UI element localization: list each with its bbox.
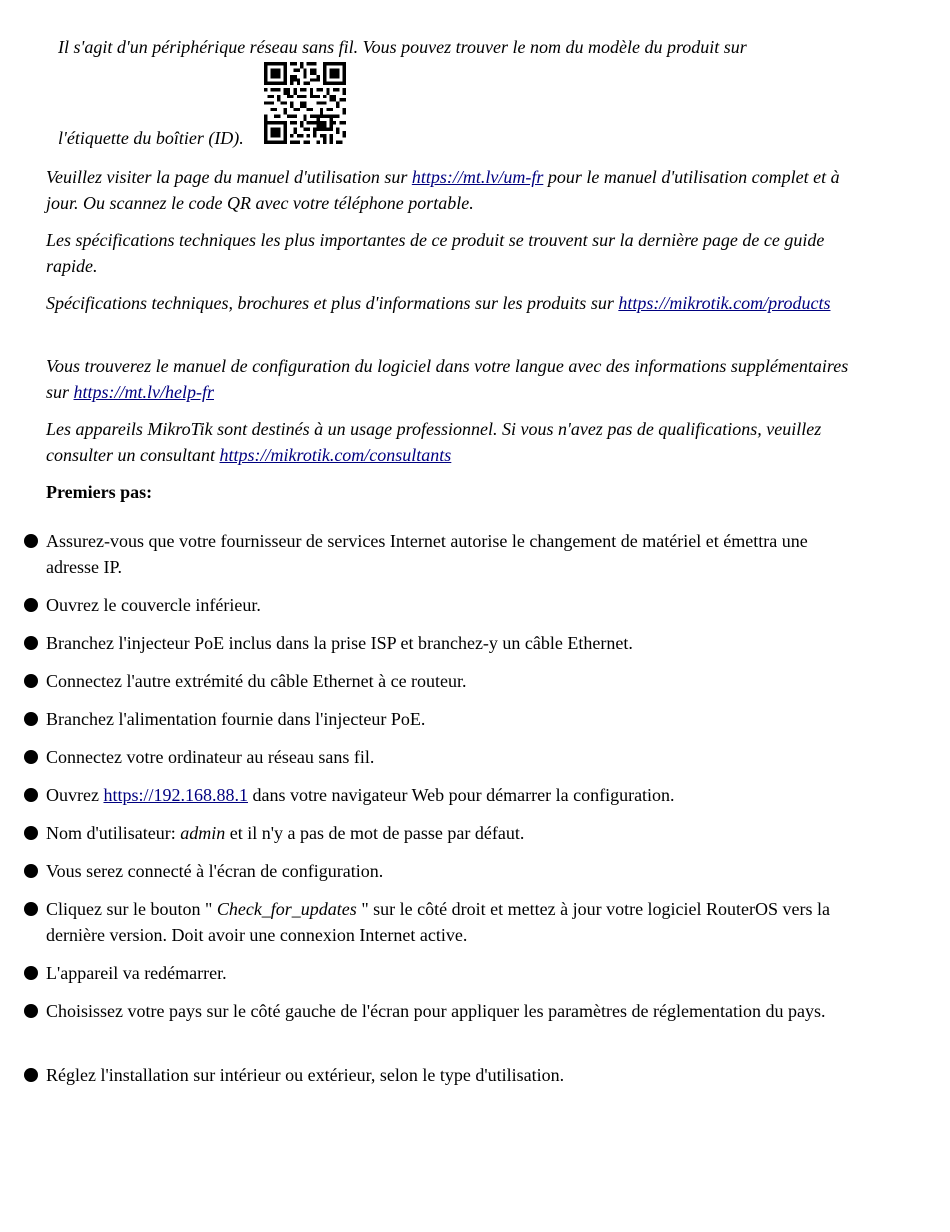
list-item: Branchez l'alimentation fournie dans l'injecteur PoE. [46,706,861,732]
section-heading: Premiers pas: [46,482,153,502]
bullet-icon [24,598,38,612]
bullet-icon [24,864,38,878]
list-item: Nom d'utilisateur: admin et il n'y a pas de mot de passe par défaut. [46,820,861,846]
bullet-icon [24,1068,38,1082]
manual-link[interactable]: https://mt.lv/um-fr [411,167,544,187]
list-item: Assurez-vous que votre fournisseur de services Internet autorise le changement de matériel et émettra une adresse IP. [46,528,861,580]
list-item: Choisissez votre pays sur le côté gauche de l'écran pour appliquer les paramètres de réglementation du pays. [46,998,861,1024]
bullet-icon [24,902,38,916]
list-item: Vous serez connecté à l'écran de configuration. [46,858,861,884]
list-item: Ouvrez le couvercle inférieur. [46,592,861,618]
help-link[interactable]: https://mt.lv/help-fr [73,382,214,402]
bullet-icon [24,674,38,688]
bullet-icon [24,966,38,980]
intro-line-2: l'étiquette du boîtier (ID). [58,128,244,148]
bullet-icon [24,1004,38,1018]
consultants-paragraph: Les appareils MikroTik sont destinés à un usage professionnel. Si vous n'avez pas de qualifications, veuillez consulter un consultant https://mikrotik.com/consultants [46,419,822,465]
list-item: Connectez votre ordinateur au réseau sans fil. [46,744,861,770]
bullet-icon [24,534,38,548]
list-item: Connectez l'autre extrémité du câble Ethernet à ce routeur. [46,668,861,694]
list-item: Ouvrez https://192.168.88.1 dans votre navigateur Web pour démarrer la configuration. [46,782,861,808]
bullet-icon [24,788,38,802]
list-item: Cliquez sur le bouton " Check_for_updates " sur le côté droit et mettez à jour votre logiciel RouterOS vers la dernière version. Doit avoir une connexion Internet active. [46,896,861,948]
bullet-icon [24,750,38,764]
specs-paragraph: Les spécifications techniques les plus importantes de ce produit se trouvent sur la dernière page de ce guide rapide. [46,230,825,276]
list-item: Branchez l'injecteur PoE inclus dans la prise ISP et branchez-y un câble Ethernet. [46,630,861,656]
bullet-icon [24,826,38,840]
intro-line-1: Il s'agit d'un périphérique réseau sans fil. Vous pouvez trouver le nom du modèle du produit sur [58,37,747,57]
products-link[interactable]: https://mikrotik.com/products [618,293,831,313]
manual-paragraph: Veuillez visiter la page du manuel d'utilisation sur https://mt.lv/um-fr pour le manuel d'utilisation complet et à jour. Ou scannez le code QR avec votre téléphone portable. [46,167,840,213]
qr-code-icon [264,62,346,144]
bullet-icon [24,636,38,650]
list-item: L'appareil va redémarrer. [46,960,861,986]
router-address-link[interactable]: https://192.168.88.1 [103,785,248,805]
list-item: Réglez l'installation sur intérieur ou extérieur, selon le type d'utilisation. [46,1062,861,1088]
bullet-icon [24,712,38,726]
products-paragraph: Spécifications techniques, brochures et plus d'informations sur les produits sur https://mikrotik.com/products [46,293,831,313]
consultants-link[interactable]: https://mikrotik.com/consultants [219,445,452,465]
help-paragraph: Vous trouverez le manuel de configuration du logiciel dans votre langue avec des informations supplémentaires sur https://mt.lv/help-fr [46,356,849,402]
